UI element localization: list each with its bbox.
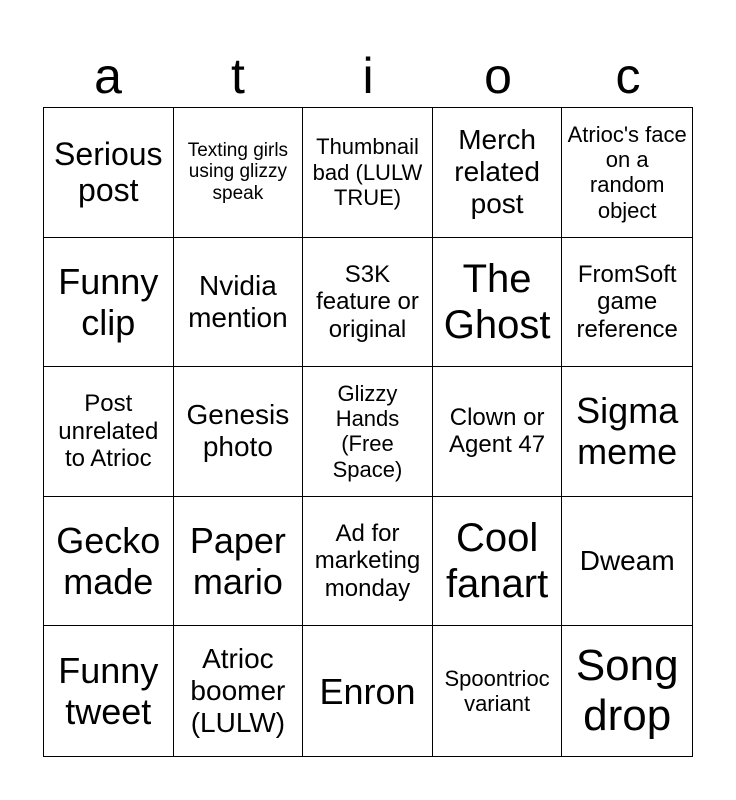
bingo-board xyxy=(43,107,693,757)
bingo-cell[interactable] xyxy=(433,108,563,238)
cell-text: FromSoft game reference xyxy=(576,260,678,343)
bingo-cell[interactable] xyxy=(562,626,692,756)
bingo-cell[interactable] xyxy=(174,497,304,627)
cell-text: Atrioc boomer (LULW) xyxy=(190,642,286,739)
cell-text: Atrioc's face on a random object xyxy=(567,121,687,223)
cell-text: Nvidia mention xyxy=(188,269,288,333)
header-letter-c: c xyxy=(615,48,641,104)
header-letter-i: i xyxy=(362,48,374,104)
bingo-cell[interactable] xyxy=(174,108,304,238)
bingo-cell[interactable] xyxy=(433,626,563,756)
bingo-header xyxy=(43,45,693,107)
bingo-cell[interactable] xyxy=(303,367,433,497)
cell-text: Spoontrioc variant xyxy=(444,665,550,717)
bingo-cell[interactable] xyxy=(562,108,692,238)
bingo-cell[interactable] xyxy=(303,497,433,627)
cell-text: Texting girls using glizzy speak xyxy=(187,139,289,205)
cell-text: Song drop xyxy=(575,640,679,741)
bingo-cell[interactable] xyxy=(433,238,563,368)
bingo-cell[interactable] xyxy=(44,367,174,497)
cell-text: Glizzy Hands (Free Space) xyxy=(332,380,403,482)
bingo-cell[interactable] xyxy=(174,626,304,756)
cell-text: Genesis photo xyxy=(186,399,290,463)
cell-text: Post unrelated to Atrioc xyxy=(58,390,159,473)
header-letter-t: t xyxy=(231,48,245,104)
cell-text: Gecko made xyxy=(56,519,161,603)
cell-text: Clown or Agent 47 xyxy=(449,403,546,459)
cell-text: Dweam xyxy=(579,545,675,576)
bingo-cell[interactable] xyxy=(562,238,692,368)
cell-text: Sigma meme xyxy=(576,390,679,473)
cell-text: Thumbnail bad (LULW TRUE) xyxy=(312,134,423,210)
cell-text: Merch related post xyxy=(454,124,540,220)
bingo-cell[interactable] xyxy=(174,238,304,368)
bingo-cell[interactable] xyxy=(174,367,304,497)
cell-text: Enron xyxy=(319,670,416,712)
bingo-cell[interactable] xyxy=(562,367,692,497)
cell-text: Ad for marketing monday xyxy=(314,519,421,602)
cell-text: Cool fanart xyxy=(445,516,549,607)
cell-text: The Ghost xyxy=(443,256,551,347)
bingo-cell[interactable] xyxy=(303,238,433,368)
cell-text: Paper mario xyxy=(189,519,286,603)
bingo-cell[interactable] xyxy=(44,238,174,368)
bingo-cell[interactable] xyxy=(433,367,563,497)
bingo-cell[interactable] xyxy=(433,497,563,627)
bingo-cell[interactable] xyxy=(44,108,174,238)
cell-text: Funny tweet xyxy=(58,649,159,733)
cell-text: Funny clip xyxy=(58,260,159,343)
bingo-cell[interactable] xyxy=(562,497,692,627)
bingo-cell[interactable] xyxy=(44,626,174,756)
header-letter-o: o xyxy=(484,48,512,104)
bingo-cell[interactable] xyxy=(44,497,174,627)
header-letter-a: a xyxy=(94,48,122,104)
bingo-cell[interactable] xyxy=(303,626,433,756)
cell-text: Serious post xyxy=(54,135,163,209)
cell-text: S3K feature or original xyxy=(316,260,419,343)
bingo-cell[interactable] xyxy=(303,108,433,238)
